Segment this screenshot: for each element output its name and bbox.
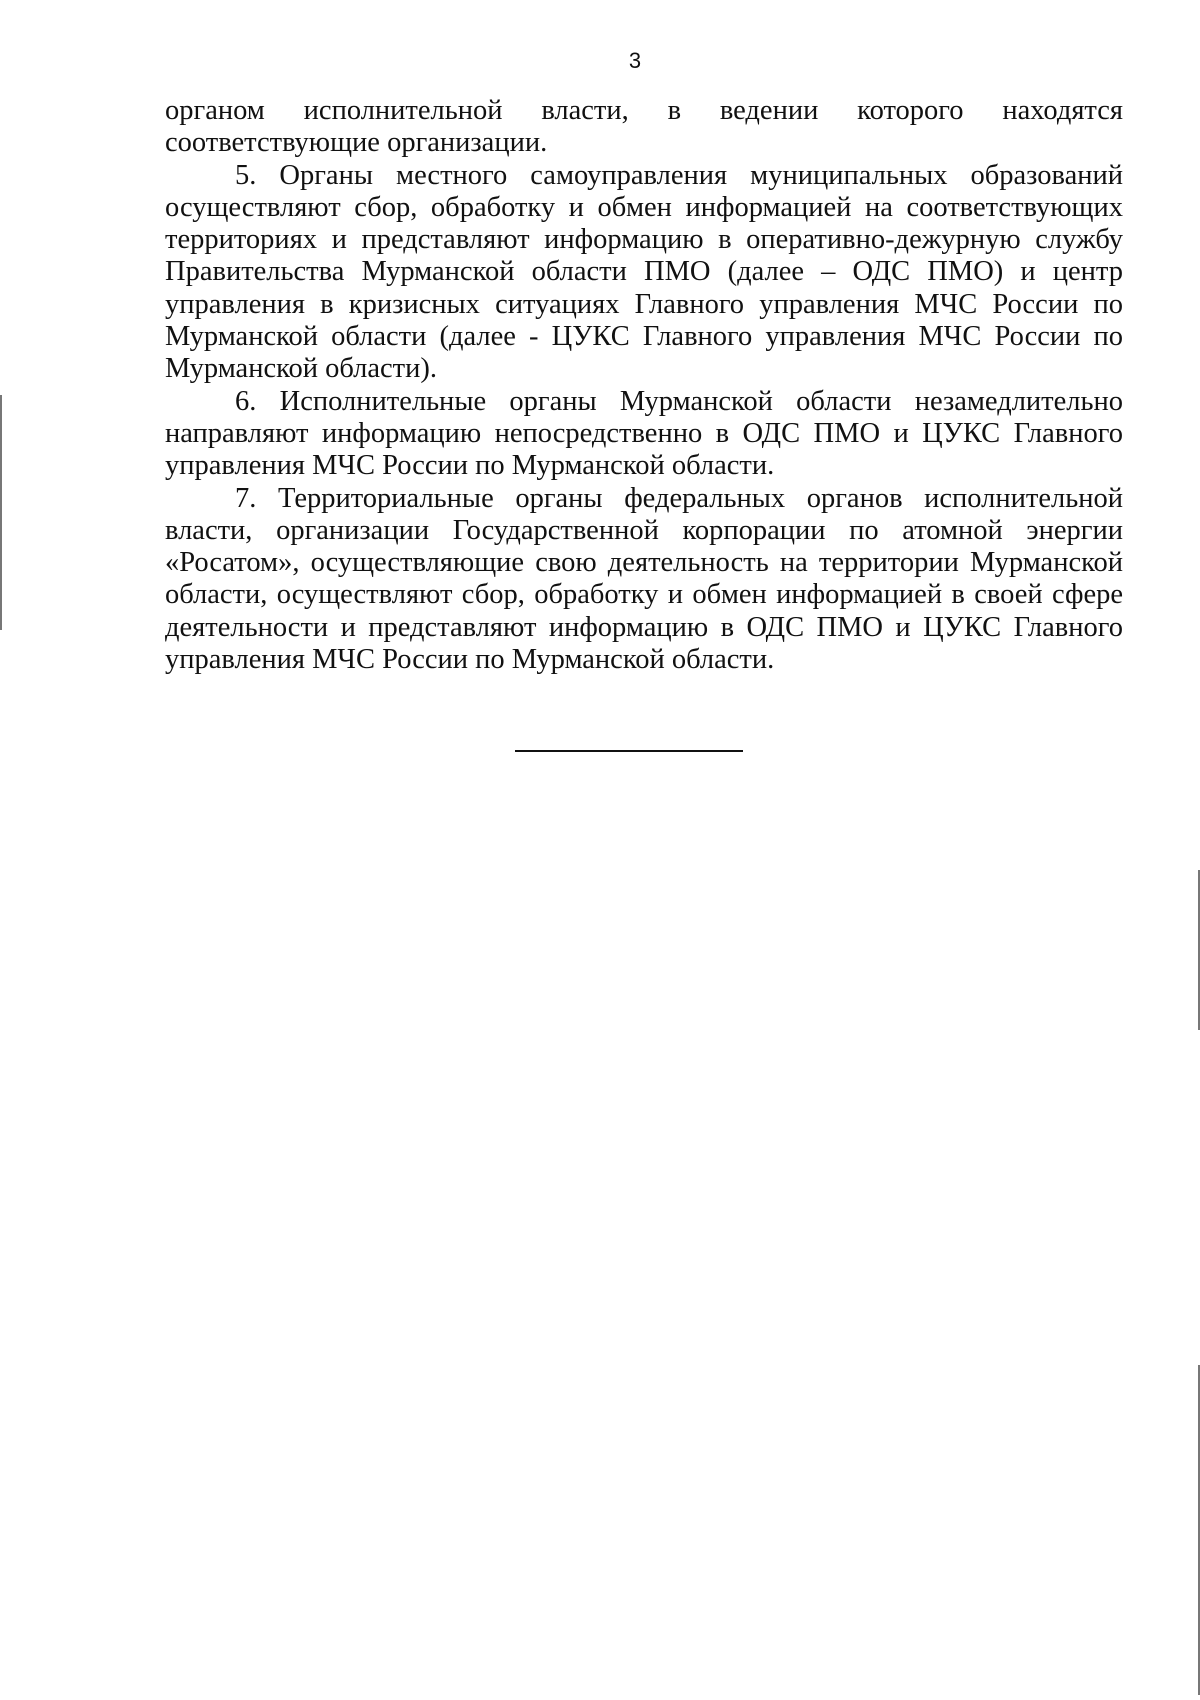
document-body: [165, 95, 1123, 676]
page-number: 3: [628, 48, 642, 73]
paragraph-continuation: органом исполнительной власти, в ведении которого находятся соответствующие организации.: [165, 95, 1123, 159]
end-of-text-rule: [515, 750, 743, 752]
paragraph-item-7: 7. Территориальные органы федеральных органов исполнительной власти, организации Государственной корпорации по атомной энергии «Росатом», осуществляющие свою деятельность на территории Мурманской области, осуществляют сбор, обработку и обмен информацией в своей сфере деятельности и представляют информацию в ОДС ПМО и ЦУКС Главного управления МЧС России по Мурманской области.: [165, 482, 1123, 676]
paragraph-item-6: 6. Исполнительные органы Мурманской области незамедлительно направляют информацию непосредственно в ОДС ПМО и ЦУКС Главного управления МЧС России по Мурманской области.: [165, 385, 1123, 482]
scan-edge-mark: [0, 395, 2, 630]
paragraph-item-5: 5. Органы местного самоуправления муниципальных образований осуществляют сбор, обработку и обмен информацией на соответствующих территориях и представляют информацию в оперативно-дежурную службу Правительства Мурманской области ПМО (далее – ОДС ПМО) и центр управления в кризисных ситуациях Главного управления МЧС России по Мурманской области (далее - ЦУКС Главного управления МЧС России по Мурманской области).: [165, 159, 1123, 385]
